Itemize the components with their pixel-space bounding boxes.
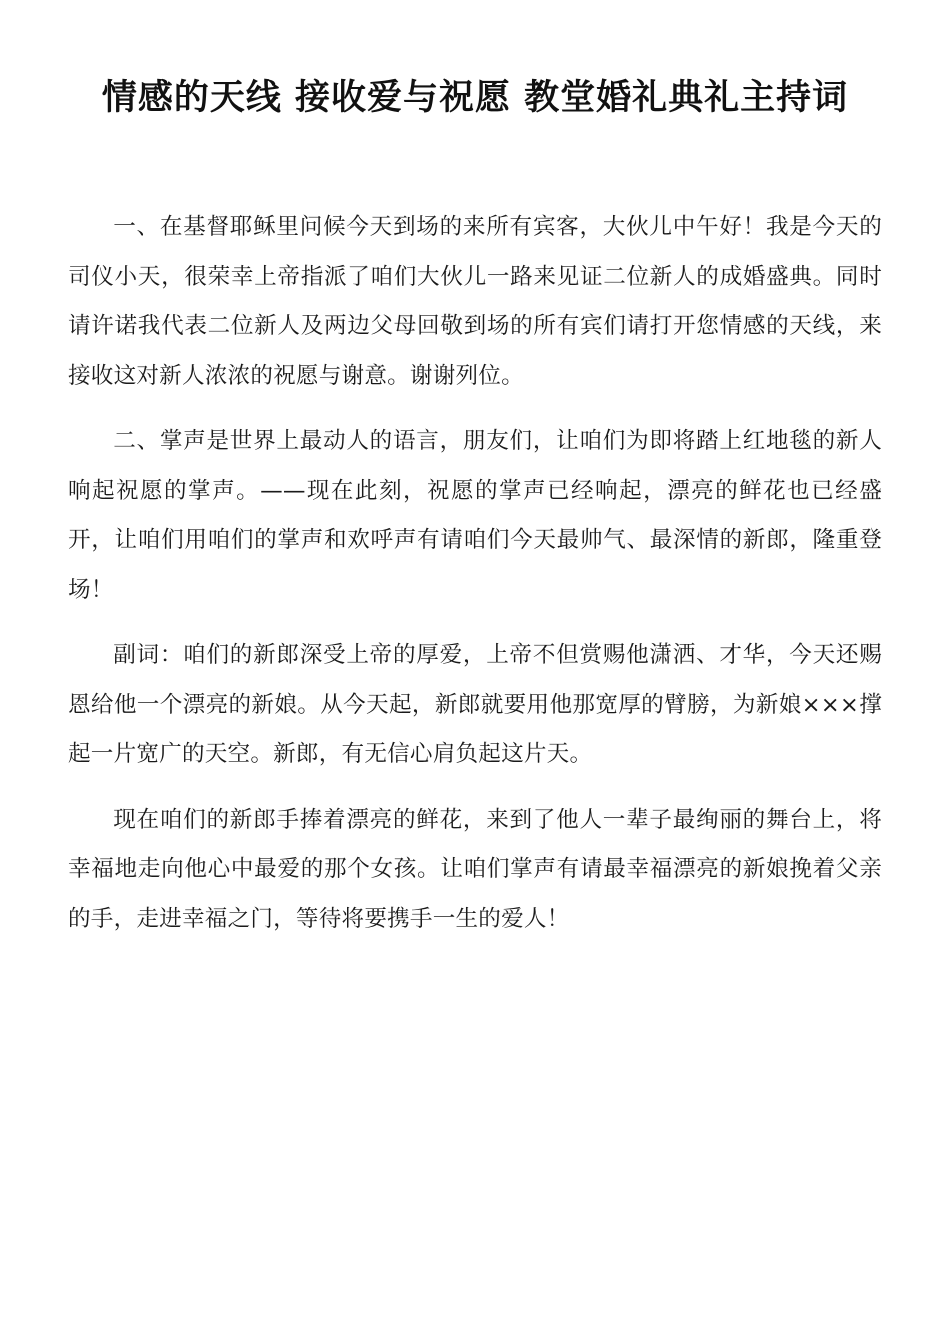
paragraph-groom-entrance: 二、掌声是世界上最动人的语言，朋友们，让咱们为即将踏上红地毯的新人响起祝愿的掌声。——现在此刻，祝愿的掌声已经响起，漂亮的鲜花也已经盛开，让咱们用咱们的掌声和欢呼声有请咱们今天最帅气、最深情的新郎，隆重登场！: [68, 428, 882, 603]
paragraph-subtext: 副词：咱们的新郎深受上帝的厚爱，上帝不但赏赐他潇洒、才华，今天还赐恩给他一个漂亮的新娘。从今天起，新郎就要用他那宽厚的臂膀，为新娘×××撑起一片宽广的天空。新郎，有无信心肩负起这片天。: [68, 642, 882, 767]
paragraph-greeting: 一、在基督耶稣里问候今天到场的来所有宾客，大伙儿中午好！我是今天的司仪小天，很荣幸上帝指派了咱们大伙儿一路来见证二位新人的成婚盛典。同时请许诺我代表二位新人及两边父母回敬到场的所有宾们请打开您情感的天线，来接收这对新人浓浓的祝愿与谢意。谢谢列位。: [68, 214, 882, 389]
paragraph-bride-entrance: 现在咱们的新郎手捧着漂亮的鲜花，来到了他人一辈子最绚丽的舞台上，将幸福地走向他心中最爱的那个女孩。让咱们掌声有请最幸福漂亮的新娘挽着父亲的手，走进幸福之门，等待将要携手一生的爱人！: [68, 806, 882, 932]
document-body: [68, 203, 882, 960]
document-title: 情感的天线 接收爱与祝愿 教堂婚礼典礼主持词: [101, 78, 849, 118]
